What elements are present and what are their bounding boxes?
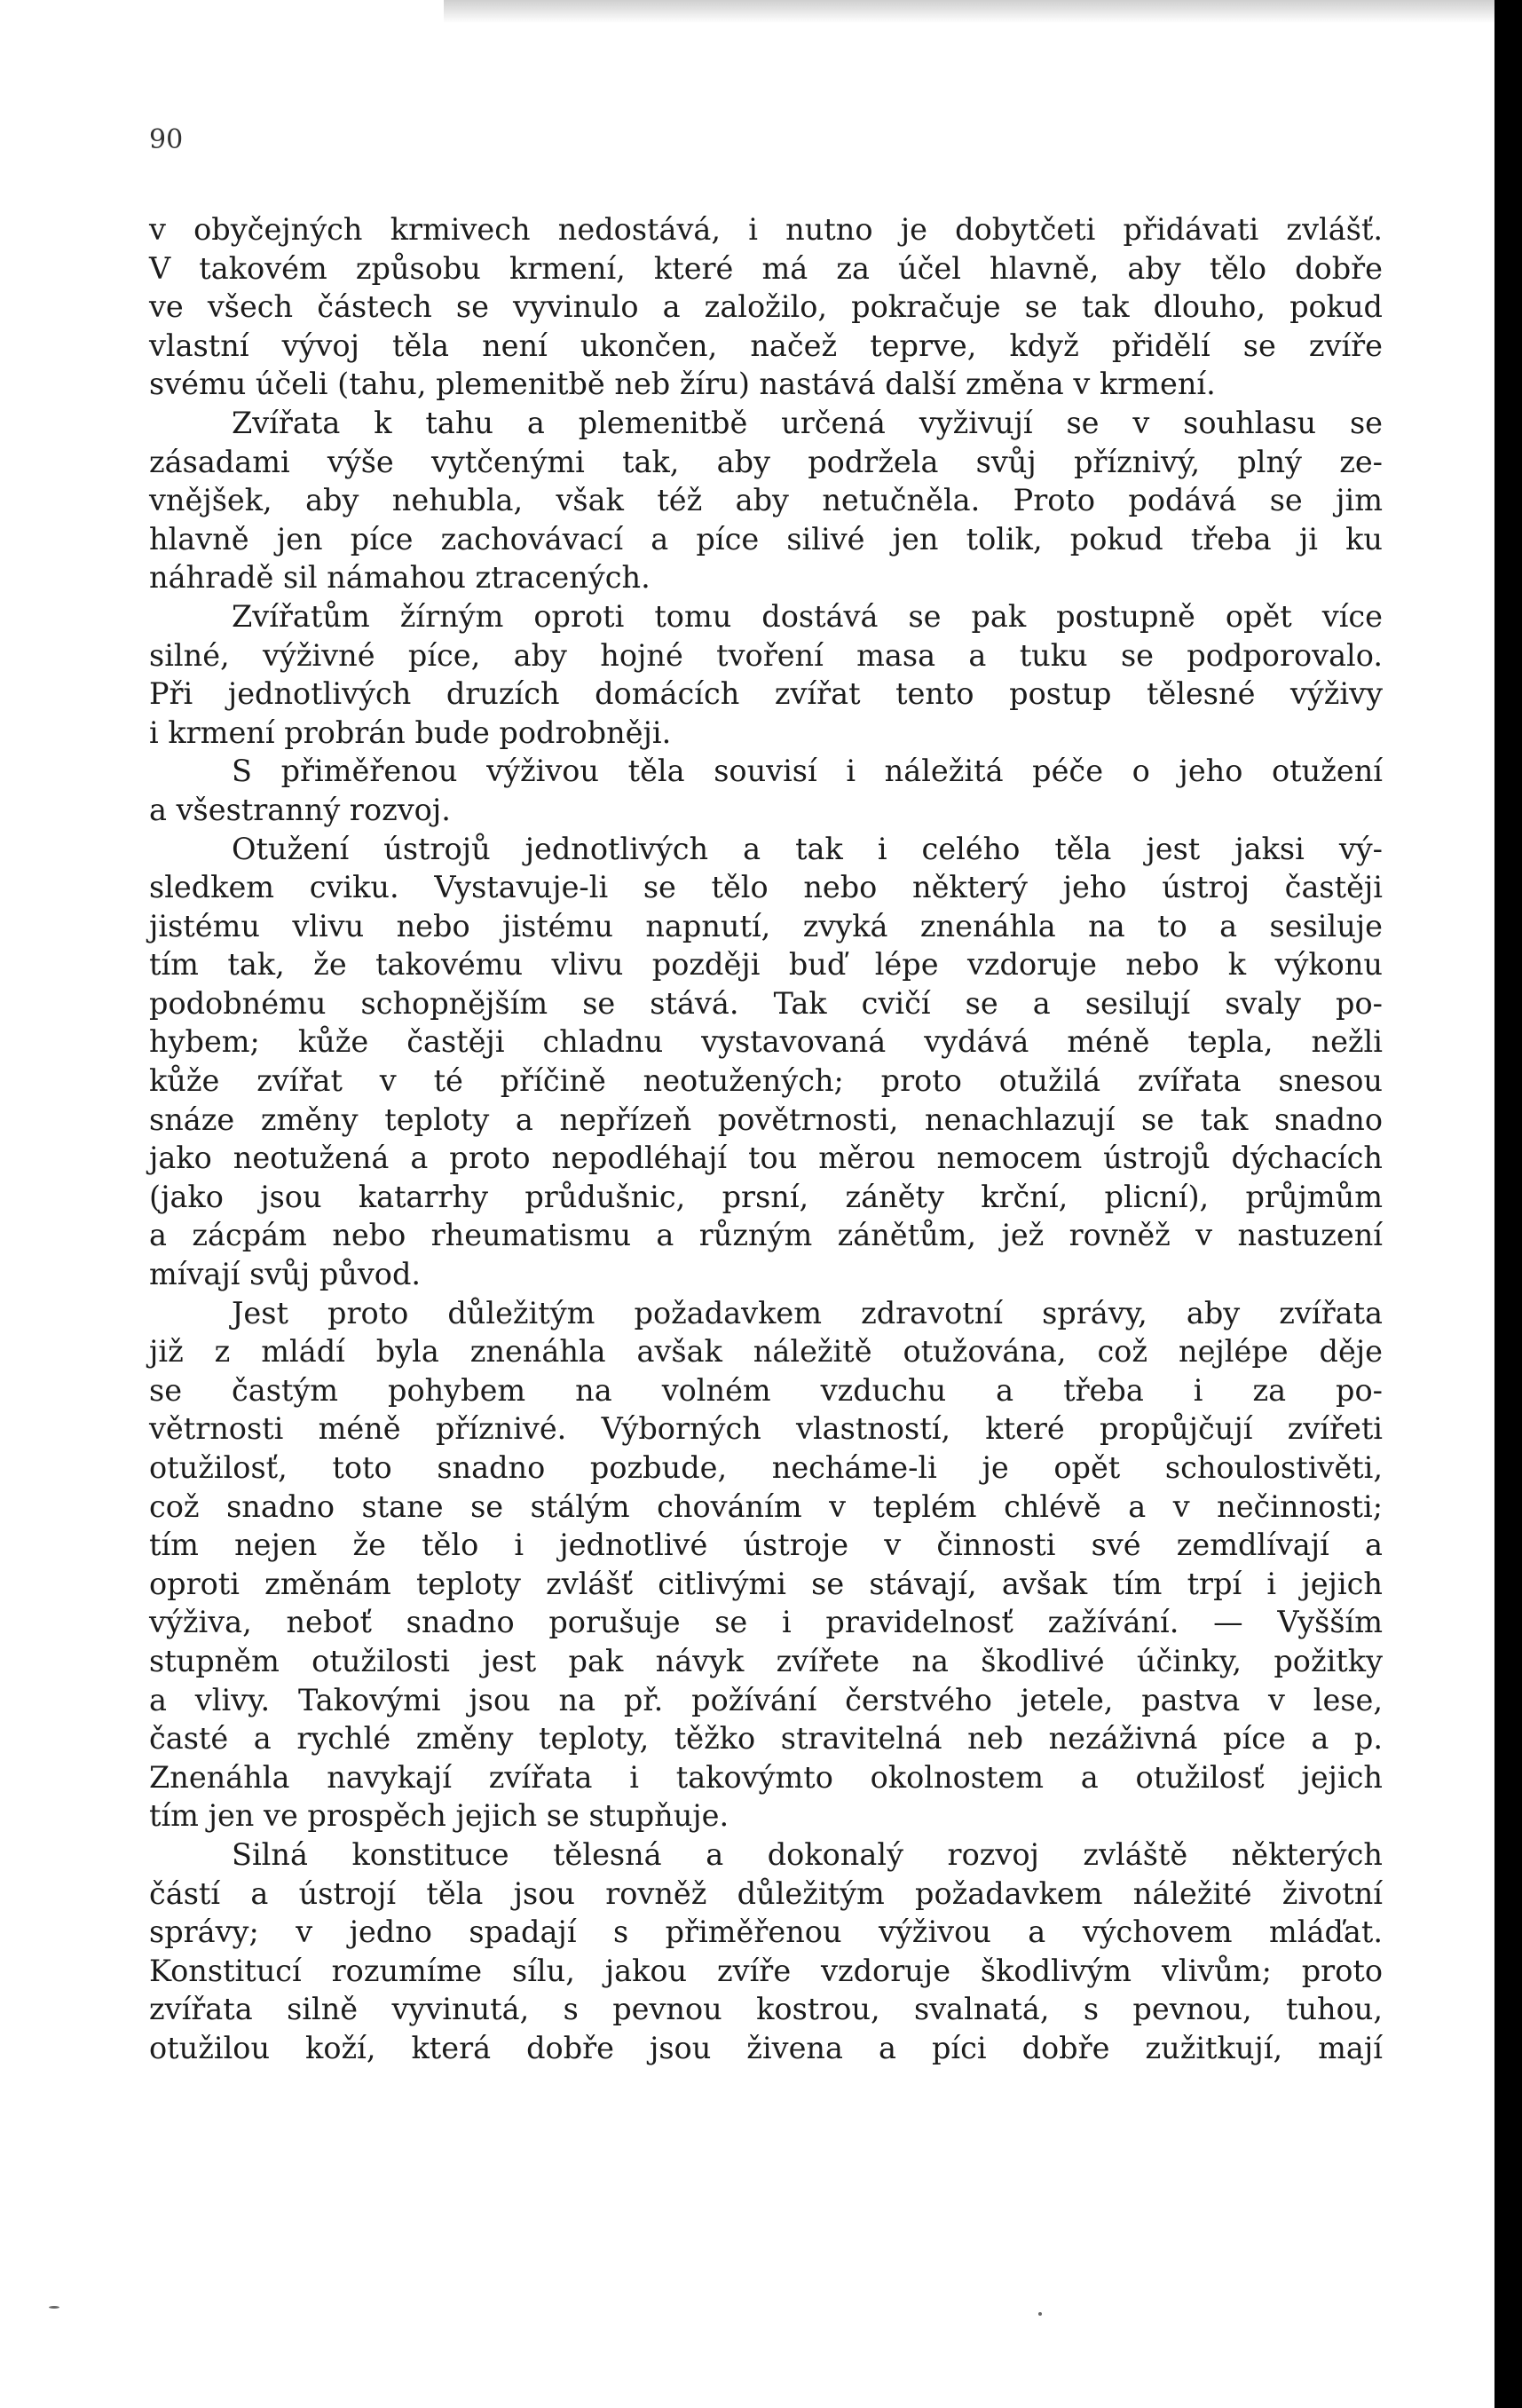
text-line: snáze změny teploty a nepřízeň povětrnosti, nenachlazují se tak snadno (149, 1101, 1383, 1137)
text-line: sledkem cviku. Vystavuje-li se tělo nebo některý jeho ústroj častěji (149, 870, 1383, 905)
text-line: Otužení ústrojů jednotlivých a tak i celého těla jest jaksi vý- (232, 831, 1383, 866)
text-line: tím tak, že takovému vlivu později buď lépe vzdoruje nebo k výkonu (149, 947, 1383, 983)
text-line: stupněm otužilosti jest pak návyk zvířete na škodlivé účinky, požitky (149, 1643, 1383, 1678)
text-line: výživa, neboť snadno porušuje se i pravidelnosť zažívání. — Vyšším (149, 1605, 1383, 1640)
text-line: zvířata silně vyvinutá, s pevnou kostrou, svalnatá, s pevnou, tuhou, (149, 1992, 1383, 2027)
text-line: a vlivy. Takovými jsou na př. požívání čerstvého jetele, pastva v lese, (149, 1682, 1383, 1717)
text-line: Jest proto důležitým požadavkem zdravotní správy, aby zvířata (232, 1295, 1383, 1330)
text-line: i krmení probrán bude podrobněji. (149, 715, 672, 750)
text-line: vnějšek, aby nehubla, však též aby netučněla. Proto podává se jim (149, 483, 1383, 518)
text-line: hlavně jen píce zachovávací a píce silivé jen tolik, pokud třeba ji ku (149, 521, 1383, 557)
text-line: Zvířatům žírným oproti tomu dostává se pak postupně opět více (232, 598, 1383, 634)
text-line: svému účeli (tahu, plemenitbě neb žíru) nastává další změna v krmení. (149, 367, 1216, 402)
text-line: otužilou koží, která dobře jsou živena a píci dobře zužitkují, mají (149, 2030, 1383, 2065)
text-line: silné, výživné píce, aby hojné tvoření masa a tuku se podporovalo. (149, 637, 1383, 673)
text-line: hybem; kůže častěji chladnu vystavovaná vydává méně tepla, nežli (149, 1024, 1383, 1060)
text-line: v obyčejných krmivech nedostává, i nutno je dobytčeti přidávati zvlášť. (149, 212, 1383, 247)
text-line: kůže zvířat v té příčině neotužených; proto otužilá zvířata snesou (149, 1063, 1383, 1099)
text-line: oproti změnám teploty zvlášť citlivými se stávají, avšak tím trpí i jejich (149, 1566, 1383, 1601)
scan-shadow (444, 0, 1494, 23)
text-line: Zvířata k tahu a plemenitbě určená vyživují se v souhlasu se (232, 405, 1383, 440)
text-line: jako neotužená a proto nepodléhají tou měrou nemocem ústrojů dýchacích (149, 1141, 1383, 1176)
text-line: otužilosť, toto snadno pozbude, necháme-li je opět schoulostivěti, (149, 1450, 1383, 1485)
page-number: 90 (149, 124, 184, 155)
text-line: podobnému schopnějším se stává. Tak cvičí se a sesilují svaly po- (149, 985, 1383, 1021)
text-line: a všestranný rozvoj. (149, 792, 451, 827)
text-line: V takovém způsobu krmení, které má za účel hlavně, aby tělo dobře (149, 250, 1383, 286)
text-line: zásadami výše vytčenými tak, aby podržela svůj příznivý, plný ze- (149, 444, 1383, 479)
scan-speck (1038, 2312, 1042, 2316)
body-text (149, 210, 1383, 2068)
text-line: Při jednotlivých druzích domácích zvířat tento postup tělesné výživy (149, 676, 1383, 712)
text-line: a zácpám nebo rheumatismu a různým zánětům, jež rovněž v nastuzení (149, 1218, 1383, 1253)
text-line: se častým pohybem na volném vzduchu a třeba i za po- (149, 1372, 1383, 1408)
text-line: S přiměřenou výživou těla souvisí i náležitá péče o jeho otužení (232, 754, 1383, 789)
scan-speck (49, 2306, 59, 2309)
scan-edge (1494, 0, 1522, 2408)
text-line: správy; v jedno spadají s přiměřenou výživou a výchovem mláďat. (149, 1915, 1383, 1950)
text-line: ve všech částech se vyvinulo a založilo, pokračuje se tak dlouho, pokud (149, 289, 1383, 325)
text-line: mívají svůj původ. (149, 1257, 422, 1292)
text-line: tím nejen že tělo i jednotlivé ústroje v činnosti své zemdlívají a (149, 1528, 1383, 1563)
text-line: (jako jsou katarrhy průdušnic, prsní, záněty krční, plicní), průjmům (149, 1179, 1383, 1214)
text-line: což snadno stane se stálým chováním v teplém chlévě a v nečinnosti; (149, 1488, 1383, 1524)
text-line: již z mládí byla znenáhla avšak náležitě otužována, což nejlépe děje (149, 1334, 1383, 1370)
text-line: vlastní vývoj těla není ukončen, načež teprve, když přidělí se zvíře (149, 328, 1383, 363)
text-line: Konstitucí rozumíme sílu, jakou zvíře vzdoruje škodlivým vlivům; proto (149, 1953, 1383, 1988)
text-line: tím jen ve prospěch jejich se stupňuje. (149, 1798, 729, 1834)
text-line: částí a ústrojí těla jsou rovněž důležitým požadavkem náležité životní (149, 1875, 1383, 1911)
text-line: náhradě sil námahou ztracených. (149, 560, 651, 596)
text-line: časté a rychlé změny teploty, těžko stravitelná neb nezáživná píce a p. (149, 1721, 1383, 1757)
text-line: Silná konstituce tělesná a dokonalý rozvoj zvláště některých (232, 1836, 1383, 1872)
text-line: Znenáhla navykají zvířata i takovýmto okolnostem a otužilosť jejich (149, 1759, 1383, 1795)
text-line: větrnosti méně příznivé. Výborných vlastností, které propůjčují zvířeti (149, 1411, 1383, 1447)
text-line: jistému vlivu nebo jistému napnutí, zvyká znenáhla na to a sesiluje (149, 908, 1383, 943)
